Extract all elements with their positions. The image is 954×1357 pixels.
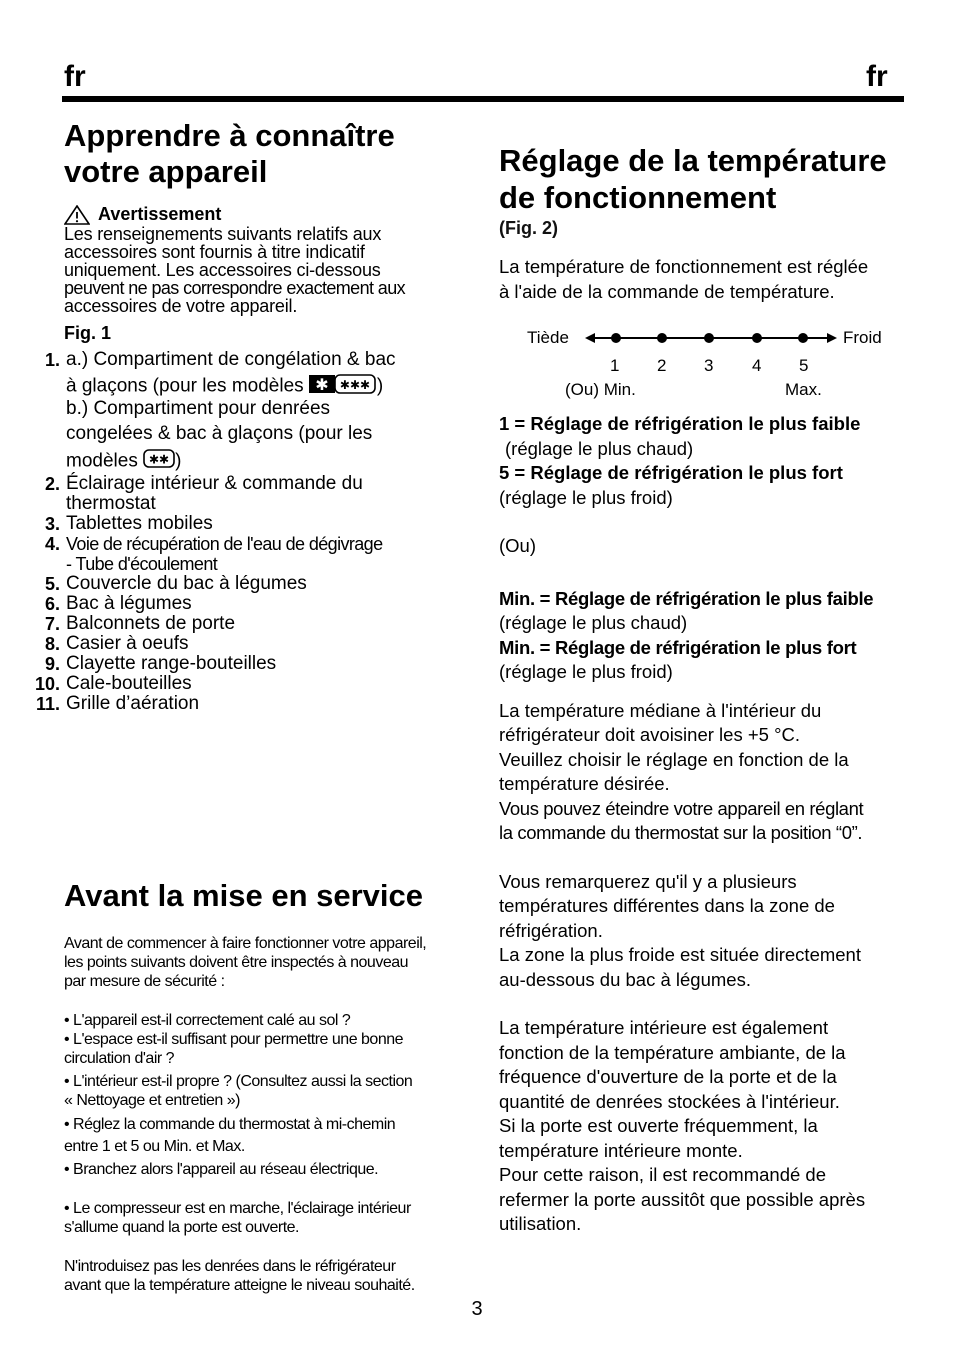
checklist-item: • L'espace est-il suffisant pour permettre une bonne <box>64 1031 404 1048</box>
checklist-item: • L'intérieur est-il propre ? (Consultez aussi la section <box>64 1073 413 1090</box>
paragraph-line: au-dessous du bac à légumes. <box>499 968 751 990</box>
min-setting-label: Min. = Réglage de réfrigération le plus faible <box>499 587 874 609</box>
accessory-list <box>22 350 474 714</box>
avant-section <box>64 878 484 1295</box>
list-item-line-text: ) <box>376 375 384 397</box>
avant-intro-line: les points suivants doivent être inspectés à nouveau <box>64 954 409 971</box>
list-item-number: 9. <box>44 654 60 674</box>
list-item <box>22 534 474 574</box>
list-item <box>22 694 474 714</box>
list-item-line: Clayette range-bouteilles <box>66 653 277 674</box>
list-item-line: Casier à oeufs <box>66 633 189 654</box>
list-item-number: 4. <box>44 534 60 554</box>
list-item-line-text: à glaçons (pour les modèles <box>66 375 304 397</box>
language-label-right: fr <box>866 60 888 93</box>
paragraph-line: Pour cette raison, il est recommandé de <box>499 1164 826 1185</box>
paragraph-line: quantité de denrées stockées à l'intérieur. <box>499 1090 840 1112</box>
list-item <box>22 350 474 474</box>
checklist-item-cont: « Nettoyage et entretien ») <box>64 1092 240 1109</box>
paragraph-line: utilisation. <box>499 1213 582 1234</box>
left-column <box>34 118 474 714</box>
scale-number: 5 <box>799 356 809 375</box>
freezer-three-star-icon <box>309 374 377 399</box>
paragraph-line: Vous remarquerez qu'il y a plusieurs <box>499 870 797 892</box>
paragraph-line: Vous pouvez éteindre votre appareil en réglant <box>499 797 864 819</box>
list-item-line <box>66 449 396 474</box>
list-item-number: 6. <box>44 594 60 614</box>
list-item-number: 1. <box>44 350 60 370</box>
section-heading-reglage <box>499 142 914 216</box>
list-item-line-text: ) <box>175 450 182 472</box>
paragraph-line: températures différentes dans la zone de <box>499 895 835 916</box>
list-item <box>22 474 474 514</box>
list-item-line: Tablettes mobiles <box>66 513 213 534</box>
or-label: (Ou) <box>499 535 536 556</box>
checklist-item-cont: circulation d'air ? <box>64 1050 175 1067</box>
paragraph-line: la commande du thermostat sur la position “0”. <box>499 822 863 843</box>
checklist-item-cont: entre 1 et 5 ou Min. et Max. <box>64 1138 245 1155</box>
avant-intro <box>64 934 484 991</box>
intro-line: La température de fonctionnement est réglée <box>499 256 869 277</box>
list-item-line: Cale-bouteilles <box>66 673 192 694</box>
list-item-number: 3. <box>44 514 60 534</box>
setting-5-note: (réglage le plus froid) <box>499 486 673 508</box>
avant-checklist <box>64 1011 484 1179</box>
paragraph-line: Si la porte est ouverte fréquemment, la <box>499 1115 818 1136</box>
paragraph-line: réfrigération. <box>499 919 603 941</box>
freezer-two-star-icon <box>143 449 175 474</box>
scale-max-label: Max. <box>785 380 822 399</box>
page-number: 3 <box>471 1298 483 1320</box>
list-item-line: thermostat <box>66 493 156 514</box>
list-item-line: congelées & bac à glaçons (pour les <box>66 423 373 444</box>
list-item <box>22 514 474 534</box>
compressor-line: s'allume quand la porte est ouverte. <box>64 1219 299 1236</box>
svg-text:✱: ✱ <box>315 375 329 394</box>
list-item-line: Grille d’aération <box>66 693 200 714</box>
list-item <box>22 674 474 694</box>
paragraph-line: La température médiane à l'intérieur du <box>499 699 822 721</box>
list-item <box>22 654 474 674</box>
avant-intro-line: par mesure de sécurité : <box>64 973 225 990</box>
scale-number: 4 <box>752 356 762 375</box>
list-item-line: Balconnets de porte <box>66 613 236 634</box>
compressor-line: • Le compresseur est en marche, l'éclairage intérieur <box>64 1200 411 1217</box>
list-item <box>22 594 474 614</box>
header-rule <box>62 96 904 102</box>
svg-text:✱✱✱: ✱✱✱ <box>339 378 371 392</box>
checklist-item: • L'appareil est-il correctement calé au sol ? <box>64 1012 351 1029</box>
final-line: avant que la température atteigne le niveau souhaité. <box>64 1277 415 1294</box>
list-item-number: 7. <box>44 614 60 634</box>
scale-min-label: (Ou) Min. <box>565 380 636 399</box>
compressor-note <box>64 1199 484 1237</box>
figure-label-1: Fig. 1 <box>64 323 112 343</box>
paragraph-line: La zone la plus froide est située directement <box>499 944 861 965</box>
warning-line: Les renseignements suivants relatifs aux <box>64 224 382 244</box>
list-item <box>22 614 474 634</box>
list-item-line: Couvercle du bac à légumes <box>66 573 307 594</box>
paragraph-line: température désirée. <box>499 773 670 794</box>
setting-1-label: 1 = Réglage de réfrigération le plus faible <box>499 413 861 434</box>
list-item-line: Éclairage intérieur & commande du <box>66 473 363 494</box>
list-item-number: 5. <box>44 574 60 594</box>
paragraph-line: réfrigérateur doit avoisiner les +5 °C. <box>499 724 800 745</box>
list-item-number: 10. <box>34 674 60 694</box>
warning-triangle-icon <box>64 205 90 225</box>
paragraph-line: fonction de la température ambiante, de la <box>499 1041 846 1063</box>
max-setting-note: (réglage le plus froid) <box>499 661 673 682</box>
paragraph-line: fréquence d'ouverture de la porte et de la <box>499 1066 837 1087</box>
min-setting-note: (réglage le plus chaud) <box>499 612 688 633</box>
warning-line: peuvent ne pas correspondre exactement aux <box>64 278 406 298</box>
avant-intro-line: Avant de commencer à faire fonctionner votre appareil, <box>64 935 427 952</box>
setting-5-label: 5 = Réglage de réfrigération le plus fort <box>499 462 843 483</box>
checklist-item: • Branchez alors l'appareil au réseau électrique. <box>64 1161 379 1178</box>
intro-line: à l'aide de la commande de température. <box>499 280 835 302</box>
right-column <box>499 142 914 1237</box>
list-item-line: a.) Compartiment de congélation & bac <box>66 349 396 370</box>
warning-body <box>64 225 474 315</box>
language-label-left: fr <box>64 60 86 93</box>
settings-block <box>499 412 914 510</box>
section-heading-apprendre: Apprendre à connaître votre appareil <box>64 118 395 189</box>
list-item <box>22 574 474 594</box>
list-item <box>22 634 474 654</box>
intro-text <box>499 255 914 304</box>
warning-line: accessoires de votre appareil. <box>64 296 298 316</box>
list-item-number: 8. <box>44 634 60 654</box>
warning-line: uniquement. Les accessoires ci-dessous <box>64 260 381 280</box>
list-item-line <box>66 374 396 399</box>
warning-line: accessoires sont fournis à titre indicatif <box>64 242 365 262</box>
svg-text:✱✱: ✱✱ <box>149 452 170 467</box>
heading-line: de fonctionnement <box>499 180 777 215</box>
heading-line: Réglage de la température <box>499 143 887 178</box>
final-line: N'introduisez pas les denrées dans le réfrigérateur <box>64 1258 396 1275</box>
scale-arrow-line <box>585 330 837 346</box>
section-heading-avant: Avant la mise en service <box>64 878 423 913</box>
max-setting-label: Min. = Réglage de réfrigération le plus fort <box>499 636 857 658</box>
list-item-line: Voie de récupération de l'eau de dégivrage <box>66 534 383 554</box>
scale-number: 1 <box>610 356 620 375</box>
thermostat-scale <box>499 324 914 406</box>
list-item-number: 2. <box>44 474 60 494</box>
list-item-line: Bac à légumes <box>66 593 192 614</box>
paragraph-line: refermer la porte aussitôt que possible après <box>499 1188 866 1210</box>
list-item-line: b.) Compartiment pour denrées <box>66 398 331 419</box>
paragraph-line: température intérieure monte. <box>499 1139 743 1161</box>
scale-label-tiede: Tiède <box>527 328 569 347</box>
checklist-item: • Réglez la commande du thermostat à mi-chemin <box>64 1116 396 1133</box>
paragraph-ambient <box>499 1016 914 1237</box>
warning-title <box>64 204 474 225</box>
paragraph-median-temperature <box>499 699 914 846</box>
paragraph-line: La température intérieure est également <box>499 1017 829 1038</box>
list-item-line-text: modèles <box>66 450 138 472</box>
paragraph-line: Veuillez choisir le réglage en fonction de la <box>499 748 849 770</box>
scale-number: 3 <box>704 356 714 375</box>
min-max-block <box>499 587 914 685</box>
paragraph-zones <box>499 870 914 993</box>
scale-number: 2 <box>657 356 667 375</box>
list-item-line: - Tube d'écoulement <box>66 554 218 574</box>
final-note <box>64 1257 484 1295</box>
figure-label-2: (Fig. 2) <box>499 218 558 238</box>
warning-title-text: Avertissement <box>98 204 222 224</box>
setting-1-note: (réglage le plus chaud) <box>505 437 694 459</box>
scale-label-froid: Froid <box>843 328 882 347</box>
list-item-number: 11. <box>35 694 60 714</box>
